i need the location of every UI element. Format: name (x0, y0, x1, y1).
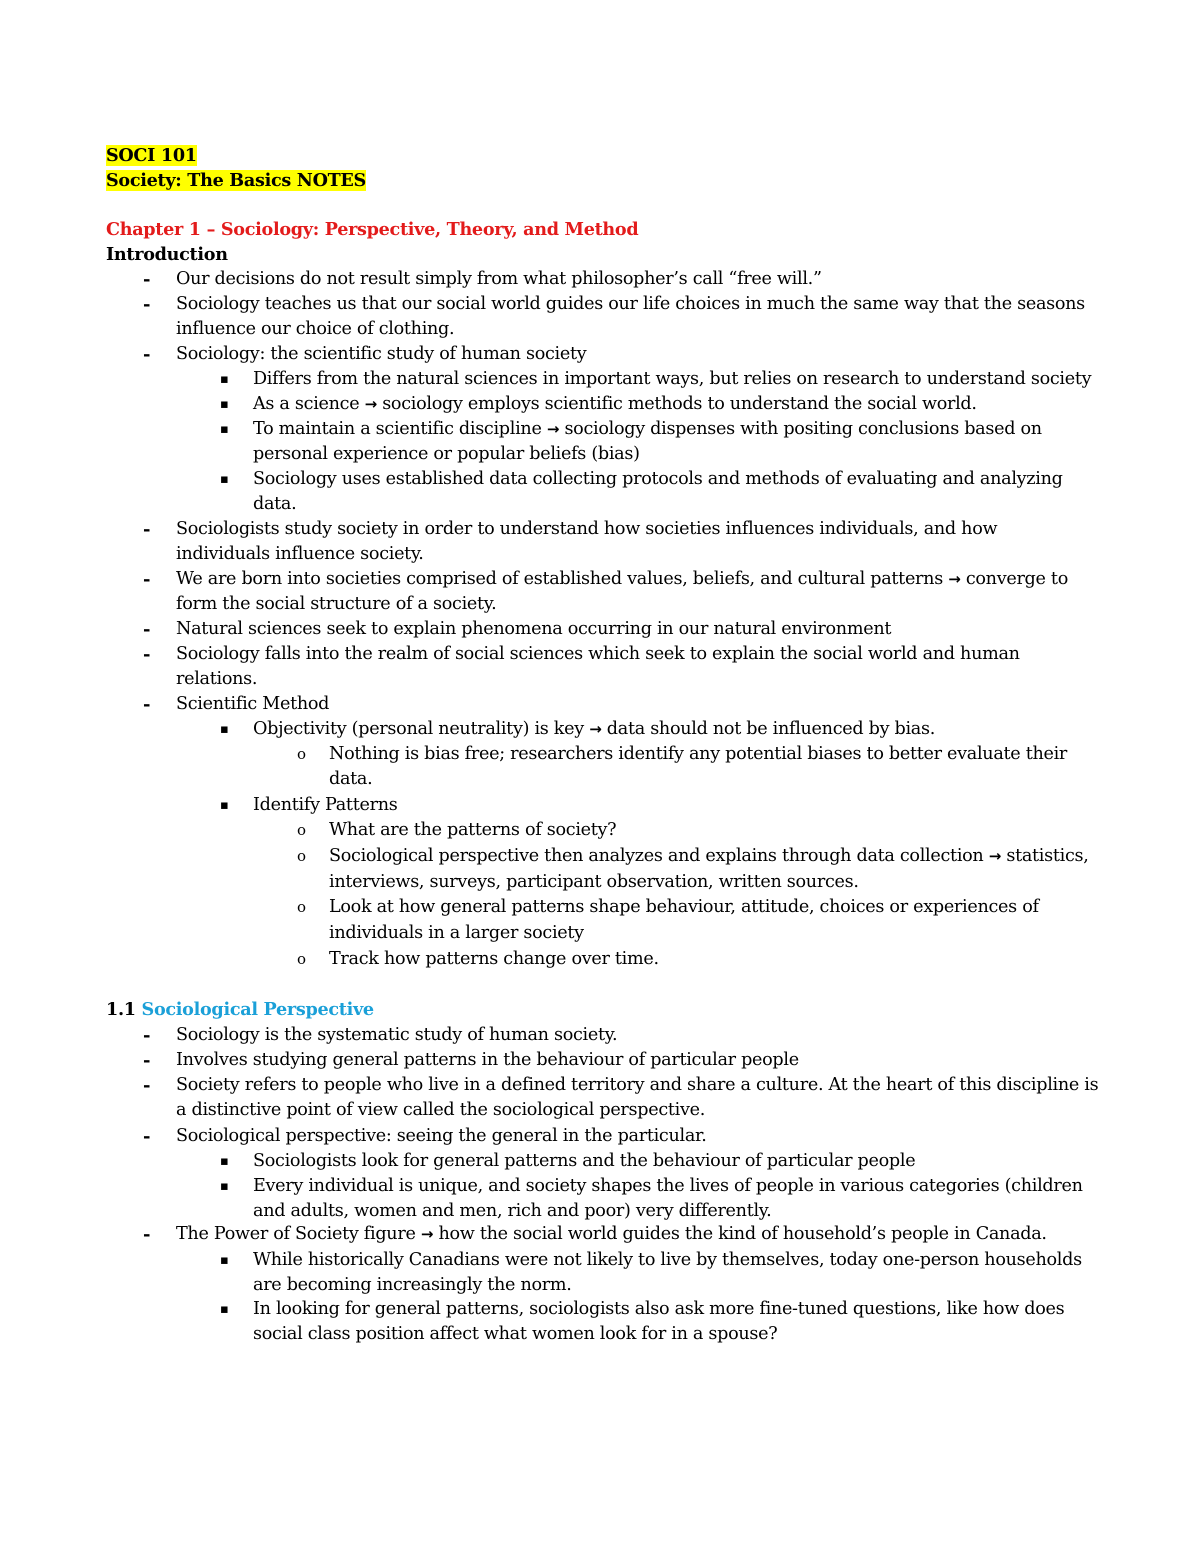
list-item: Sociological perspective: seeing the general in the particular. (176, 1126, 707, 1146)
sub-list-item (253, 717, 935, 742)
square-bullet: ▪ (220, 798, 229, 813)
sub-list-item: Identify Patterns (253, 795, 398, 815)
dash-bullet: - (143, 294, 151, 315)
dash-bullet: - (143, 344, 151, 365)
list-item (176, 567, 1068, 592)
sub-list-item: In looking for general patterns, sociologists also ask more fine-tuned questions, like how does (253, 1299, 1065, 1319)
text-segment: Sociological perspective then analyzes and explains through data collection (329, 846, 984, 866)
section-number: 1.1 (106, 999, 136, 1020)
dash-bullet: - (143, 694, 151, 715)
sub-sub-list-item: Nothing is bias free; researchers identify any potential biases to better evaluate their (329, 744, 1068, 764)
sub-list-item-continuation: are becoming increasingly the norm. (253, 1275, 572, 1295)
course-code-highlight: SOCI 101 (106, 145, 197, 166)
list-item: Society refers to people who live in a defined territory and share a culture. At the heart of this discipline is (176, 1075, 1099, 1095)
list-item-continuation: influence our choice of clothing. (176, 319, 455, 339)
sub-list-item (253, 392, 977, 417)
text-segment: statistics, (1006, 846, 1089, 866)
course-code (106, 143, 197, 168)
section-title: Sociological Perspective (141, 999, 374, 1020)
arrow-icon: → (948, 570, 961, 588)
arrow-icon: → (364, 395, 377, 413)
list-item: Our decisions do not result simply from what philosopher’s call “free will.” (176, 269, 822, 289)
sub-list-item: Differs from the natural sciences in important ways, but relies on research to understand society (253, 369, 1092, 389)
sub-sub-list-item-continuation: individuals in a larger society (329, 923, 584, 943)
sub-list-item: Every individual is unique, and society shapes the lives of people in various categories (children (253, 1176, 1083, 1196)
text-segment: sociology employs scientific methods to understand the social world. (382, 394, 977, 414)
list-item: Sociology: the scientific study of human society (176, 344, 587, 364)
dash-bullet: - (143, 644, 151, 665)
chapter-heading: Chapter 1 – Sociology: Perspective, Theory, and Method (106, 219, 639, 240)
text-segment: converge to (965, 569, 1068, 589)
notes-title (106, 168, 366, 193)
sub-sub-list-item (329, 844, 1089, 869)
sub-sub-list-item: Track how patterns change over time. (329, 949, 659, 969)
circle-bullet: o (297, 898, 306, 916)
circle-bullet: o (297, 847, 306, 865)
sub-sub-list-item: Look at how general patterns shape behaviour, attitude, choices or experiences of (329, 897, 1039, 917)
list-item: Sociology teaches us that our social world guides our life choices in much the same way that the seasons (176, 294, 1085, 314)
dash-bullet: - (143, 619, 151, 640)
text-segment: sociology dispenses with positing conclusions based on (564, 419, 1042, 439)
dash-bullet: - (143, 519, 151, 540)
text-segment: how the social world guides the kind of household’s people in Canada. (438, 1224, 1047, 1244)
text-segment: data should not be influenced by bias. (606, 719, 936, 739)
text-segment: Objectivity (personal neutrality) is key (253, 719, 584, 739)
text-segment: To maintain a scientific discipline (253, 419, 542, 439)
dash-bullet: - (143, 1050, 151, 1071)
square-bullet: ▪ (220, 397, 229, 412)
list-item: Natural sciences seek to explain phenomena occurring in our natural environment (176, 619, 892, 639)
arrow-icon: → (988, 847, 1002, 865)
dash-bullet: - (143, 569, 151, 590)
square-bullet: ▪ (220, 472, 229, 487)
text-segment: We are born into societies comprised of established values, beliefs, and cultural patterns (176, 569, 943, 589)
list-item: Scientific Method (176, 694, 330, 714)
square-bullet: ▪ (220, 1302, 229, 1317)
list-item (176, 1222, 1047, 1247)
sub-list-item (253, 417, 1042, 442)
text-segment: The Power of Society figure (176, 1224, 416, 1244)
sub-sub-list-item-continuation: interviews, surveys, participant observation, written sources. (329, 872, 859, 892)
dash-bullet: - (143, 1126, 151, 1147)
square-bullet: ▪ (220, 1179, 229, 1194)
sub-list-item: Sociologists look for general patterns and the behaviour of particular people (253, 1151, 916, 1171)
list-item-continuation: relations. (176, 669, 258, 689)
list-item-continuation: form the social structure of a society. (176, 594, 497, 614)
arrow-icon: → (420, 1225, 434, 1243)
sub-list-item-continuation: social class position affect what women look for in a spouse? (253, 1324, 778, 1344)
sub-sub-list-item: What are the patterns of society? (329, 820, 617, 840)
circle-bullet: o (297, 745, 306, 763)
square-bullet: ▪ (220, 1253, 229, 1268)
square-bullet: ▪ (220, 1154, 229, 1169)
square-bullet: ▪ (220, 372, 229, 387)
list-item: Sociologists study society in order to understand how societies influences individuals, and how (176, 519, 998, 539)
sub-sub-list-item-continuation: data. (329, 769, 373, 789)
sub-list-item-continuation: personal experience or popular beliefs (bias) (253, 444, 640, 464)
list-item: Sociology is the systematic study of human society. (176, 1025, 618, 1045)
list-item-continuation: individuals influence society. (176, 544, 424, 564)
section-heading (106, 997, 374, 1022)
arrow-icon: → (546, 420, 560, 438)
dash-bullet: - (143, 1075, 151, 1096)
circle-bullet: o (297, 821, 306, 839)
list-item-continuation: a distinctive point of view called the sociological perspective. (176, 1100, 706, 1120)
sub-list-item: While historically Canadians were not likely to live by themselves, today one-person households (253, 1250, 1082, 1270)
dash-bullet: - (143, 1025, 151, 1046)
circle-bullet: o (297, 950, 306, 968)
text-segment: As a science (253, 394, 360, 414)
arrow-icon: → (589, 720, 602, 738)
introduction-heading: Introduction (106, 244, 228, 265)
square-bullet: ▪ (220, 722, 229, 737)
sub-list-item-continuation: and adults, women and men, rich and poor) very differently. (253, 1201, 772, 1221)
sub-list-item-continuation: data. (253, 494, 297, 514)
list-item: Sociology falls into the realm of social sciences which seek to explain the social world and human (176, 644, 1020, 664)
square-bullet: ▪ (220, 422, 229, 437)
dash-bullet: - (143, 269, 151, 290)
notes-title-highlight: Society: The Basics NOTES (106, 170, 366, 191)
dash-bullet: - (143, 1224, 151, 1245)
list-item: Involves studying general patterns in the behaviour of particular people (176, 1050, 799, 1070)
sub-list-item: Sociology uses established data collecting protocols and methods of evaluating and analyzing (253, 469, 1063, 489)
